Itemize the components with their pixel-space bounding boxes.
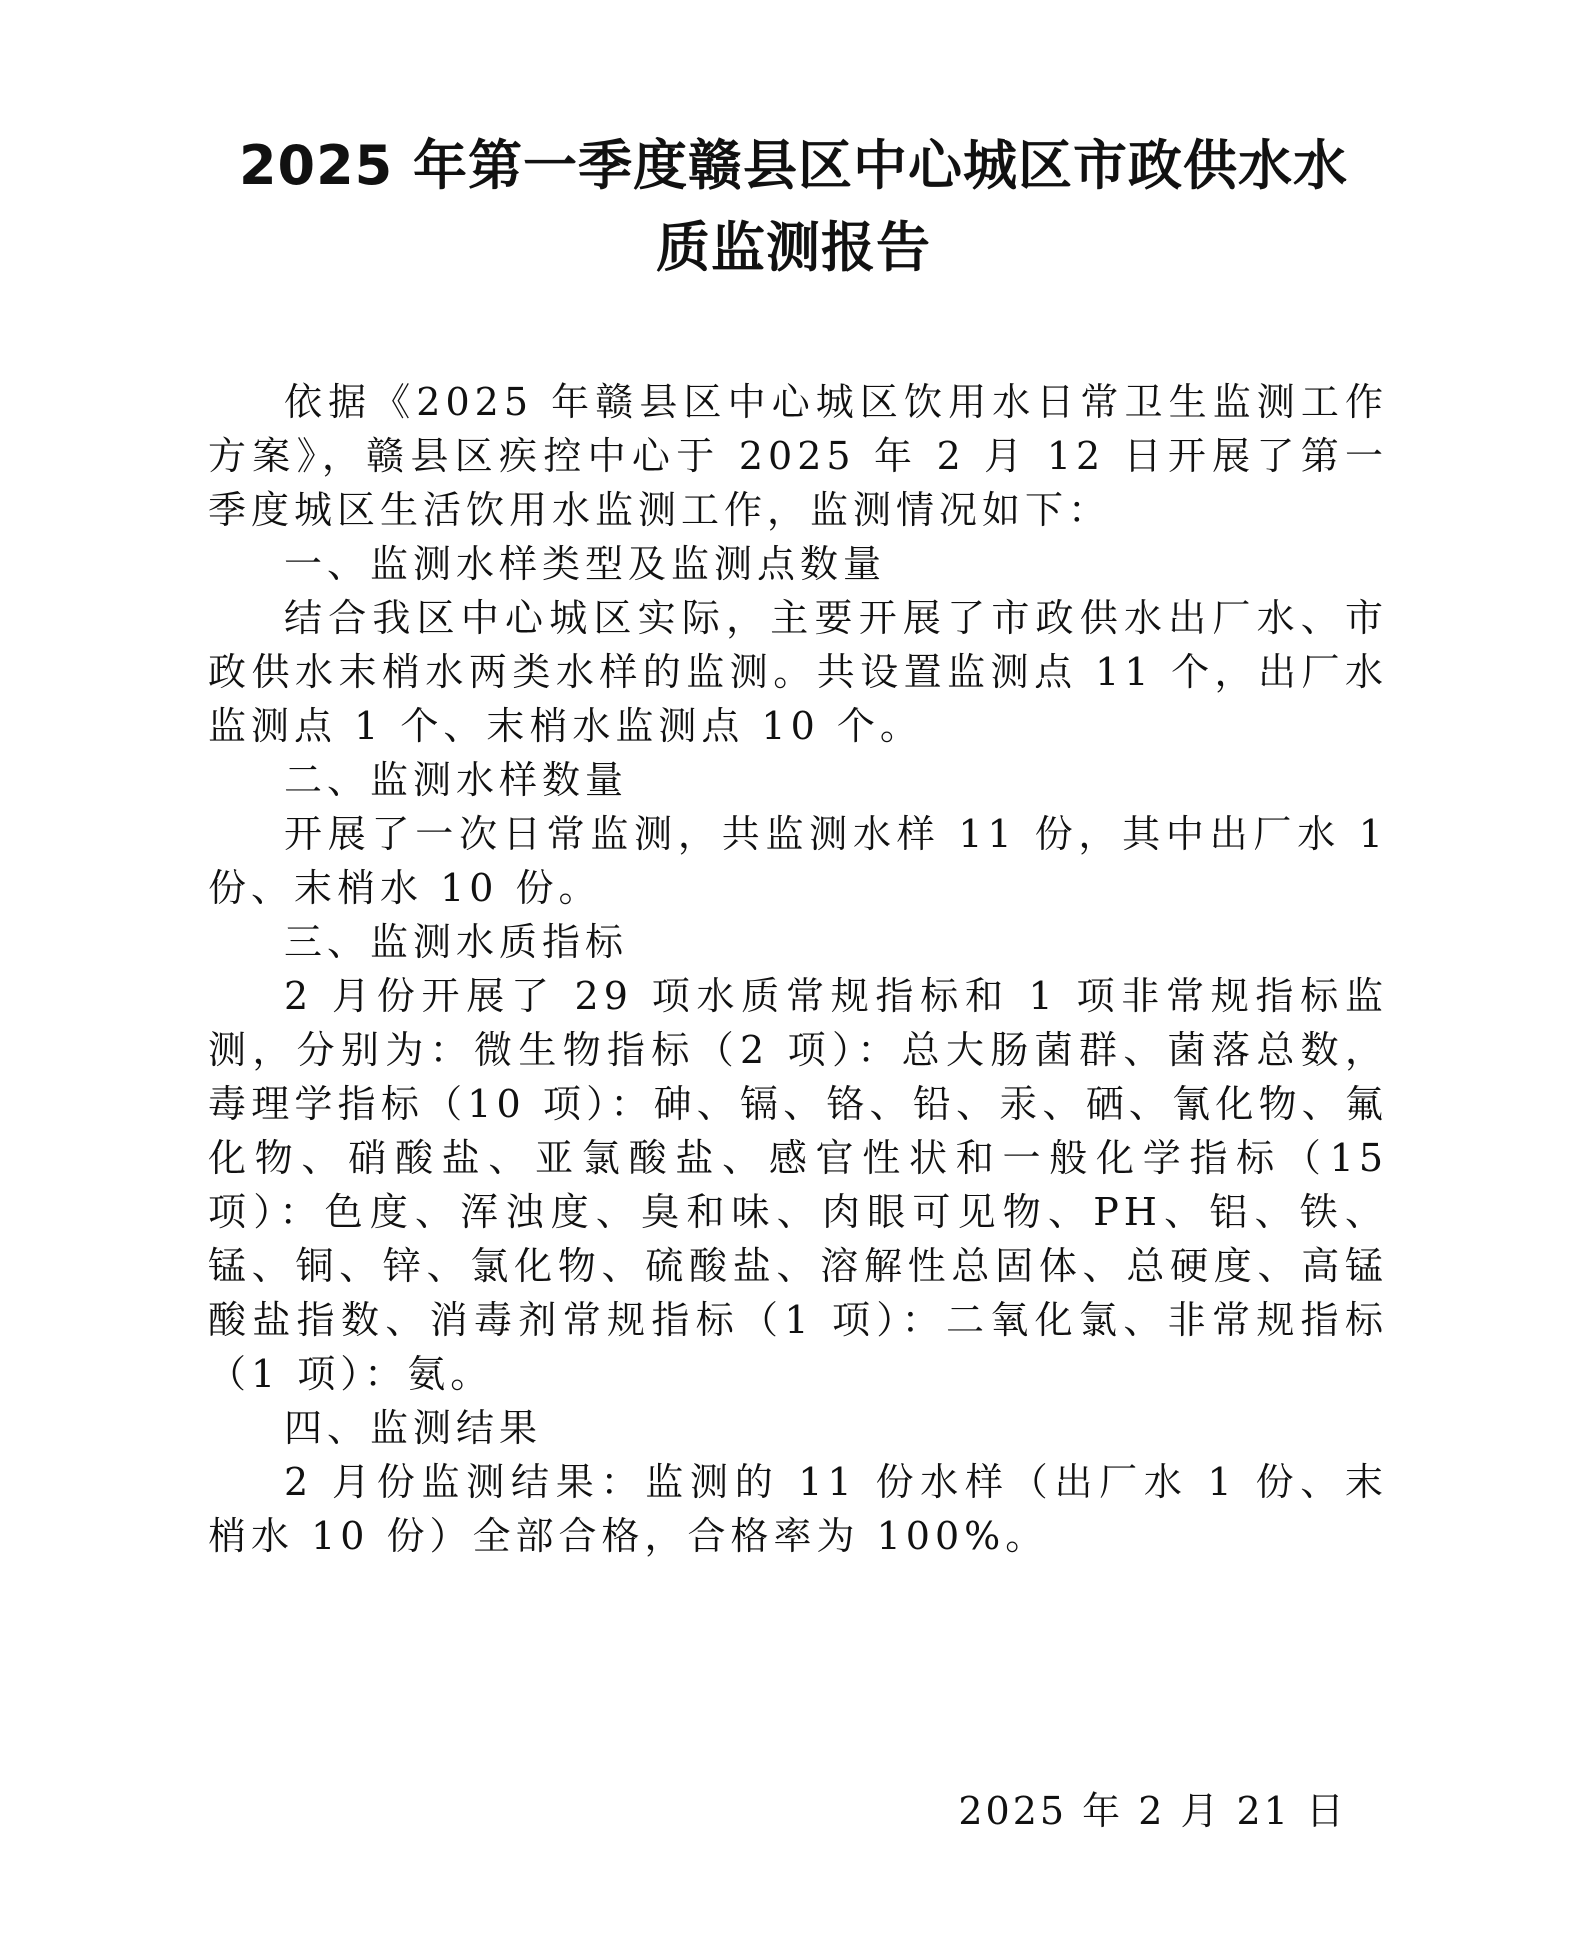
section-text-1: 结合我区中心城区实际，主要开展了市政供水出厂水、市政供水末梢水两类水样的监测。共设置监测点 11 个，出厂水监测点 1 个、末梢水监测点 10 个。 bbox=[208, 596, 1388, 748]
report-date: 2025 年 2 月 21 日 bbox=[958, 1789, 1347, 1833]
intro-paragraph: 依据《2025 年赣县区中心城区饮用水日常卫生监测工作方案》，赣县区疾控中心于 2025 年 2 月 12 日开展了第一季度城区生活饮用水监测工作，监测情况如下： bbox=[208, 380, 1388, 532]
section-text-2: 开展了一次日常监测，共监测水样 11 份，其中出厂水 1 份、末梢水 10 份。 bbox=[208, 812, 1388, 910]
report-title-line-2: 质监测报告 bbox=[656, 216, 931, 279]
section-text-3: 2 月份开展了 29 项水质常规指标和 1 项非常规指标监测，分别为：微生物指标（2 项）：总大肠菌群、菌落总数，毒理学指标（10 项）：砷、镉、铬、铅、汞、硒、氰化物、氟化物、硝酸盐、亚氯酸盐、感官性状和一般化学指标（15 项）：色度、浑浊度、臭和味、肉眼可见物、PH、铝、铁、锰、铜、锌、氯化物、硫酸盐、溶解性总固体、总硬度、高锰酸盐指数、消毒剂常规指标（1 项）：二氧化氯、非常规指标（1 项）：氨。 bbox=[208, 974, 1388, 1396]
section-text-4: 2 月份监测结果：监测的 11 份水样（出厂水 1 份、末梢水 10 份）全部合格，合格率为 100%。 bbox=[208, 1460, 1388, 1558]
section-heading-3: 三、监测水质指标 bbox=[284, 920, 629, 964]
section-heading-2: 二、监测水样数量 bbox=[284, 758, 629, 802]
report-title-line-1: 2025 年第一季度赣县区中心城区市政供水水 bbox=[238, 134, 1349, 197]
section-heading-1: 一、监测水样类型及监测点数量 bbox=[284, 542, 887, 586]
report-body bbox=[208, 375, 1388, 1563]
section-heading-4: 四、监测结果 bbox=[284, 1406, 543, 1450]
